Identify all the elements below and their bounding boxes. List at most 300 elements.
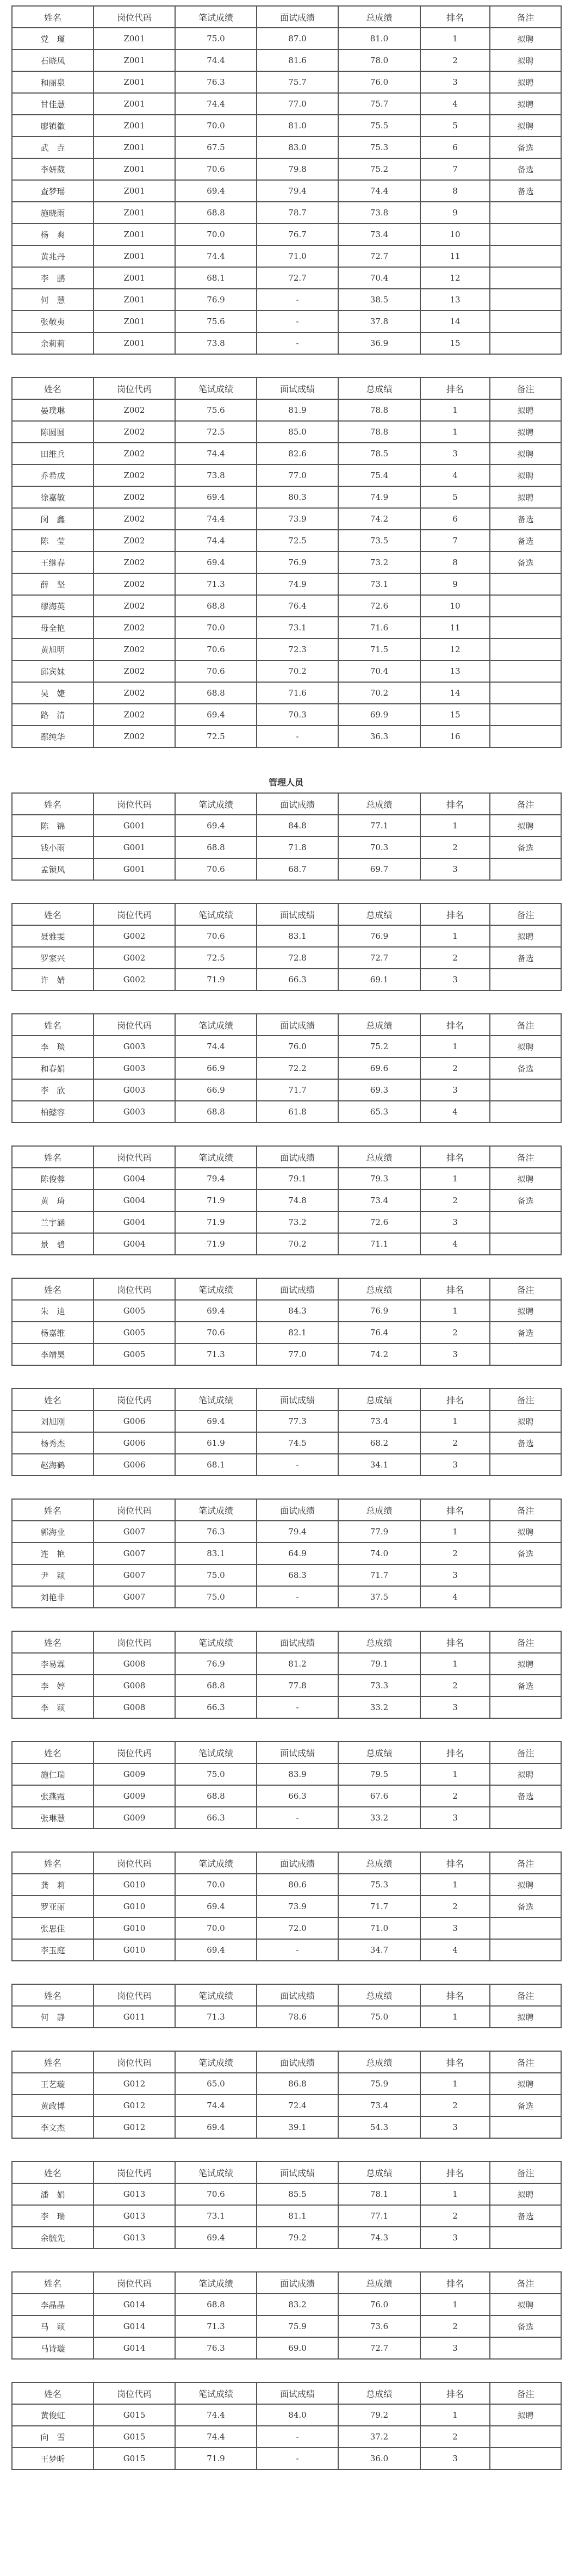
header-row xyxy=(12,903,561,925)
rank-cell: 1 xyxy=(420,399,490,421)
position-code-cell: G005 xyxy=(94,1343,175,1365)
rank-cell: 13 xyxy=(420,289,490,311)
position-code-cell: Z001 xyxy=(94,224,175,245)
total-score-cell: 70.3 xyxy=(338,837,420,858)
header-row xyxy=(12,1499,561,1521)
interview-score-cell: 77.8 xyxy=(257,1675,338,1696)
column-header-interview-score: 面试成绩 xyxy=(257,6,338,28)
interview-score-cell: 80.6 xyxy=(257,1874,338,1896)
rank-cell: 2 xyxy=(420,1785,490,1807)
header-row xyxy=(12,793,561,815)
rank-cell: 4 xyxy=(420,1586,490,1608)
written-score-cell: 68.8 xyxy=(175,595,257,617)
table-row xyxy=(12,1896,561,1917)
table-row xyxy=(12,137,561,158)
position-code-cell: Z002 xyxy=(94,617,175,639)
rank-cell: 2 xyxy=(420,1543,490,1564)
name-cell: 邱宾妹 xyxy=(12,660,94,682)
name-cell: 李妍葳 xyxy=(12,158,94,180)
interview-score-cell: 83.2 xyxy=(257,2294,338,2315)
written-score-cell: 76.3 xyxy=(175,71,257,93)
name-cell: 李晶晶 xyxy=(12,2294,94,2315)
rank-cell: 1 xyxy=(420,2183,490,2205)
remark-cell xyxy=(490,660,561,682)
written-score-cell: 69.4 xyxy=(175,486,257,508)
column-header-rank: 排名 xyxy=(420,1742,490,1763)
table-row xyxy=(12,552,561,573)
table-row xyxy=(12,1057,561,1079)
written-score-cell: 74.4 xyxy=(175,49,257,71)
table-row xyxy=(12,2337,561,2359)
interview-score-cell: 66.3 xyxy=(257,969,338,990)
name-cell: 廖镇徽 xyxy=(12,115,94,137)
interview-score-cell: 72.0 xyxy=(257,1917,338,1939)
interview-score-cell: 83.0 xyxy=(257,137,338,158)
interview-score-cell: 71.7 xyxy=(257,1079,338,1101)
position-code-cell: G007 xyxy=(94,1564,175,1586)
position-code-cell: G003 xyxy=(94,1036,175,1057)
name-cell: 查梦瑶 xyxy=(12,180,94,202)
remark-cell: 备选 xyxy=(490,1322,561,1343)
total-score-cell: 73.3 xyxy=(338,1675,420,1696)
rank-cell: 4 xyxy=(420,465,490,486)
interview-score-cell: 69.0 xyxy=(257,2337,338,2359)
written-score-cell: 76.3 xyxy=(175,1521,257,1543)
remark-cell xyxy=(490,573,561,595)
written-score-cell: 71.9 xyxy=(175,1233,257,1255)
table-row xyxy=(12,704,561,726)
name-cell: 王继春 xyxy=(12,552,94,573)
position-code-cell: Z001 xyxy=(94,49,175,71)
total-score-cell: 74.4 xyxy=(338,180,420,202)
total-score-cell: 76.4 xyxy=(338,1322,420,1343)
score-table-g001 xyxy=(11,792,562,881)
table-row xyxy=(12,311,561,332)
total-score-cell: 69.6 xyxy=(338,1057,420,1079)
header-row xyxy=(12,2382,561,2404)
rank-cell: 2 xyxy=(420,2315,490,2337)
interview-score-cell: 70.2 xyxy=(257,660,338,682)
total-score-cell: 74.9 xyxy=(338,486,420,508)
rank-cell: 14 xyxy=(420,682,490,704)
column-header-total-score: 总成绩 xyxy=(338,1984,420,2006)
table-row xyxy=(12,399,561,421)
position-code-cell: Z002 xyxy=(94,660,175,682)
written-score-cell: 71.9 xyxy=(175,1190,257,1211)
position-code-cell: G010 xyxy=(94,1896,175,1917)
column-header-rank: 排名 xyxy=(420,1852,490,1874)
score-table-z001 xyxy=(11,5,562,355)
rank-cell: 4 xyxy=(420,1101,490,1123)
remark-cell: 拟聘 xyxy=(490,421,561,443)
rank-cell: 5 xyxy=(420,486,490,508)
column-header-name: 姓名 xyxy=(12,1499,94,1521)
total-score-cell: 71.5 xyxy=(338,639,420,660)
rank-cell: 3 xyxy=(420,2227,490,2249)
name-cell: 张敬夷 xyxy=(12,311,94,332)
rank-cell: 8 xyxy=(420,180,490,202)
table-row xyxy=(12,49,561,71)
total-score-cell: 81.0 xyxy=(338,28,420,49)
column-header-name: 姓名 xyxy=(12,6,94,28)
remark-cell xyxy=(490,245,561,267)
column-header-rank: 排名 xyxy=(420,2051,490,2073)
rank-cell: 1 xyxy=(420,2404,490,2426)
interview-score-cell: 75.9 xyxy=(257,2315,338,2337)
remark-cell xyxy=(490,704,561,726)
interview-score-cell: 61.8 xyxy=(257,1101,338,1123)
rank-cell: 5 xyxy=(420,115,490,137)
table-row xyxy=(12,1696,561,1718)
name-cell: 黄俊虹 xyxy=(12,2404,94,2426)
table-row xyxy=(12,332,561,354)
table-row xyxy=(12,1675,561,1696)
remark-cell xyxy=(490,202,561,224)
table-spacer xyxy=(11,2139,561,2161)
remark-cell: 备选 xyxy=(490,180,561,202)
remark-cell xyxy=(490,1564,561,1586)
remark-cell: 备选 xyxy=(490,1785,561,1807)
header-row xyxy=(12,1146,561,1168)
table-row xyxy=(12,1763,561,1785)
column-header-remark: 备注 xyxy=(490,1146,561,1168)
total-score-cell: 37.2 xyxy=(338,2426,420,2448)
name-cell: 潘 娟 xyxy=(12,2183,94,2205)
rank-cell: 15 xyxy=(420,332,490,354)
interview-score-cell: - xyxy=(257,1807,338,1829)
position-code-cell: Z002 xyxy=(94,704,175,726)
column-header-rank: 排名 xyxy=(420,1014,490,1036)
total-score-cell: 38.5 xyxy=(338,289,420,311)
name-cell: 钱小雨 xyxy=(12,837,94,858)
column-header-rank: 排名 xyxy=(420,377,490,399)
remark-cell xyxy=(490,1917,561,1939)
position-code-cell: G004 xyxy=(94,1190,175,1211)
position-code-cell: G004 xyxy=(94,1233,175,1255)
position-code-cell: Z001 xyxy=(94,245,175,267)
name-cell: 刘旭刚 xyxy=(12,1410,94,1432)
rank-cell: 3 xyxy=(420,71,490,93)
remark-cell xyxy=(490,639,561,660)
name-cell: 刘艳非 xyxy=(12,1586,94,1608)
written-score-cell: 75.0 xyxy=(175,1586,257,1608)
rank-cell: 2 xyxy=(420,1057,490,1079)
column-header-position-code: 岗位代码 xyxy=(94,1984,175,2006)
column-header-name: 姓名 xyxy=(12,1146,94,1168)
written-score-cell: 69.4 xyxy=(175,815,257,837)
total-score-cell: 78.8 xyxy=(338,399,420,421)
column-header-written-score: 笔试成绩 xyxy=(175,1014,257,1036)
name-cell: 郭海业 xyxy=(12,1521,94,1543)
interview-score-cell: 73.9 xyxy=(257,508,338,530)
column-header-position-code: 岗位代码 xyxy=(94,2272,175,2294)
total-score-cell: 79.3 xyxy=(338,1168,420,1190)
column-header-total-score: 总成绩 xyxy=(338,1852,420,1874)
interview-score-cell: 81.9 xyxy=(257,399,338,421)
remark-cell: 备选 xyxy=(490,158,561,180)
interview-score-cell: 79.4 xyxy=(257,180,338,202)
name-cell: 武 垚 xyxy=(12,137,94,158)
rank-cell: 2 xyxy=(420,2205,490,2227)
table-row xyxy=(12,595,561,617)
column-header-remark: 备注 xyxy=(490,2051,561,2073)
column-header-remark: 备注 xyxy=(490,2382,561,2404)
interview-score-cell: 77.0 xyxy=(257,93,338,115)
interview-score-cell: 79.8 xyxy=(257,158,338,180)
interview-score-cell: 77.0 xyxy=(257,465,338,486)
name-cell: 缪海英 xyxy=(12,595,94,617)
position-code-cell: G015 xyxy=(94,2426,175,2448)
name-cell: 张琳慧 xyxy=(12,1807,94,1829)
column-header-position-code: 岗位代码 xyxy=(94,1014,175,1036)
total-score-cell: 70.4 xyxy=(338,660,420,682)
name-cell: 柏懿容 xyxy=(12,1101,94,1123)
table-spacer xyxy=(11,1829,561,1852)
table-row xyxy=(12,486,561,508)
name-cell: 施仁瑞 xyxy=(12,1763,94,1785)
rank-cell: 6 xyxy=(420,508,490,530)
written-score-cell: 74.4 xyxy=(175,2404,257,2426)
table-row xyxy=(12,2205,561,2227)
remark-cell: 拟聘 xyxy=(490,28,561,49)
rank-cell: 8 xyxy=(420,552,490,573)
table-row xyxy=(12,1343,561,1365)
position-code-cell: G006 xyxy=(94,1432,175,1454)
rank-cell: 7 xyxy=(420,530,490,552)
column-header-position-code: 岗位代码 xyxy=(94,2051,175,2073)
column-header-total-score: 总成绩 xyxy=(338,377,420,399)
column-header-remark: 备注 xyxy=(490,1014,561,1036)
total-score-cell: 71.6 xyxy=(338,617,420,639)
table-row xyxy=(12,530,561,552)
rank-cell: 2 xyxy=(420,2095,490,2116)
column-header-position-code: 岗位代码 xyxy=(94,1631,175,1653)
remark-cell: 拟聘 xyxy=(490,1521,561,1543)
name-cell: 马诗璇 xyxy=(12,2337,94,2359)
written-score-cell: 75.0 xyxy=(175,1564,257,1586)
written-score-cell: 68.8 xyxy=(175,1101,257,1123)
column-header-rank: 排名 xyxy=(420,1389,490,1410)
position-code-cell: G005 xyxy=(94,1300,175,1322)
total-score-cell: 75.5 xyxy=(338,115,420,137)
rank-cell: 1 xyxy=(420,1410,490,1432)
table-row xyxy=(12,2294,561,2315)
name-cell: 鄢纯华 xyxy=(12,726,94,747)
written-score-cell: 68.8 xyxy=(175,1675,257,1696)
position-code-cell: Z001 xyxy=(94,71,175,93)
total-score-cell: 75.7 xyxy=(338,93,420,115)
rank-cell: 1 xyxy=(420,1036,490,1057)
header-row xyxy=(12,1014,561,1036)
table-spacer xyxy=(11,2249,561,2271)
total-score-cell: 72.7 xyxy=(338,947,420,969)
remark-cell: 拟聘 xyxy=(490,1300,561,1322)
column-header-position-code: 岗位代码 xyxy=(94,1852,175,1874)
name-cell: 黄旭明 xyxy=(12,639,94,660)
column-header-written-score: 笔试成绩 xyxy=(175,2272,257,2294)
score-table-g005 xyxy=(11,1278,562,1366)
rank-cell: 3 xyxy=(420,858,490,880)
position-code-cell: G012 xyxy=(94,2073,175,2095)
position-code-cell: G001 xyxy=(94,815,175,837)
interview-score-cell: 85.5 xyxy=(257,2183,338,2205)
interview-score-cell: 64.9 xyxy=(257,1543,338,1564)
remark-cell: 拟聘 xyxy=(490,925,561,947)
table-row xyxy=(12,443,561,465)
remark-cell: 备选 xyxy=(490,1543,561,1564)
written-score-cell: 70.6 xyxy=(175,1322,257,1343)
written-score-cell: 68.8 xyxy=(175,202,257,224)
column-header-name: 姓名 xyxy=(12,2051,94,2073)
column-header-total-score: 总成绩 xyxy=(338,793,420,815)
remark-cell: 拟聘 xyxy=(490,49,561,71)
written-score-cell: 70.0 xyxy=(175,224,257,245)
column-header-rank: 排名 xyxy=(420,1984,490,2006)
total-score-cell: 71.1 xyxy=(338,1233,420,1255)
written-score-cell: 70.6 xyxy=(175,2183,257,2205)
interview-score-cell: 84.0 xyxy=(257,2404,338,2426)
remark-cell xyxy=(490,726,561,747)
interview-score-cell: 78.6 xyxy=(257,2006,338,2028)
total-score-cell: 65.3 xyxy=(338,1101,420,1123)
interview-score-cell: 77.3 xyxy=(257,1410,338,1432)
written-score-cell: 83.1 xyxy=(175,1543,257,1564)
column-header-written-score: 笔试成绩 xyxy=(175,1631,257,1653)
rank-cell: 3 xyxy=(420,1807,490,1829)
remark-cell: 拟聘 xyxy=(490,465,561,486)
position-code-cell: G009 xyxy=(94,1763,175,1785)
interview-score-cell: - xyxy=(257,2426,338,2448)
position-code-cell: Z002 xyxy=(94,486,175,508)
name-cell: 陈 莹 xyxy=(12,530,94,552)
remark-cell: 拟聘 xyxy=(490,1653,561,1675)
interview-score-cell: 81.1 xyxy=(257,2205,338,2227)
name-cell: 马 颖 xyxy=(12,2315,94,2337)
name-cell: 闵 鑫 xyxy=(12,508,94,530)
column-header-written-score: 笔试成绩 xyxy=(175,377,257,399)
rank-cell: 1 xyxy=(420,28,490,49)
table-row xyxy=(12,1874,561,1896)
position-code-cell: G004 xyxy=(94,1211,175,1233)
interview-score-cell: 71.8 xyxy=(257,837,338,858)
total-score-cell: 54.3 xyxy=(338,2116,420,2138)
name-cell: 景 碧 xyxy=(12,1233,94,1255)
table-row xyxy=(12,1917,561,1939)
written-score-cell: 66.9 xyxy=(175,1057,257,1079)
total-score-cell: 78.1 xyxy=(338,2183,420,2205)
interview-score-cell: 74.8 xyxy=(257,1190,338,1211)
interview-score-cell: 86.8 xyxy=(257,2073,338,2095)
column-header-total-score: 总成绩 xyxy=(338,1389,420,1410)
column-header-remark: 备注 xyxy=(490,2272,561,2294)
position-code-cell: G007 xyxy=(94,1543,175,1564)
table-spacer xyxy=(11,355,561,377)
interview-score-cell: 82.6 xyxy=(257,443,338,465)
column-header-name: 姓名 xyxy=(12,2272,94,2294)
table-row xyxy=(12,639,561,660)
total-score-cell: 73.1 xyxy=(338,573,420,595)
written-score-cell: 71.3 xyxy=(175,2006,257,2028)
column-header-position-code: 岗位代码 xyxy=(94,2162,175,2183)
table-row xyxy=(12,1785,561,1807)
column-header-interview-score: 面试成绩 xyxy=(257,793,338,815)
column-header-rank: 排名 xyxy=(420,793,490,815)
written-score-cell: 74.4 xyxy=(175,530,257,552)
column-header-total-score: 总成绩 xyxy=(338,2162,420,2183)
column-header-position-code: 岗位代码 xyxy=(94,1146,175,1168)
position-code-cell: Z002 xyxy=(94,465,175,486)
name-cell: 施晓雨 xyxy=(12,202,94,224)
header-row xyxy=(12,1389,561,1410)
name-cell: 乔希成 xyxy=(12,465,94,486)
score-table-g009 xyxy=(11,1741,562,1829)
written-score-cell: 74.4 xyxy=(175,2426,257,2448)
column-header-position-code: 岗位代码 xyxy=(94,1742,175,1763)
position-code-cell: Z002 xyxy=(94,530,175,552)
total-score-cell: 78.8 xyxy=(338,421,420,443)
total-score-cell: 74.2 xyxy=(338,508,420,530)
column-header-position-code: 岗位代码 xyxy=(94,377,175,399)
position-code-cell: G003 xyxy=(94,1079,175,1101)
column-header-name: 姓名 xyxy=(12,1389,94,1410)
written-score-cell: 75.0 xyxy=(175,1763,257,1785)
name-cell: 陈俊蓉 xyxy=(12,1168,94,1190)
total-score-cell: 77.1 xyxy=(338,2205,420,2227)
remark-cell: 拟聘 xyxy=(490,71,561,93)
column-header-name: 姓名 xyxy=(12,793,94,815)
table-row xyxy=(12,2116,561,2138)
total-score-cell: 73.4 xyxy=(338,224,420,245)
remark-cell xyxy=(490,332,561,354)
column-header-total-score: 总成绩 xyxy=(338,6,420,28)
interview-score-cell: 74.9 xyxy=(257,573,338,595)
rank-cell: 3 xyxy=(420,443,490,465)
position-code-cell: G015 xyxy=(94,2404,175,2426)
table-row xyxy=(12,224,561,245)
position-code-cell: G003 xyxy=(94,1101,175,1123)
rank-cell: 11 xyxy=(420,617,490,639)
rank-cell: 3 xyxy=(420,2116,490,2138)
total-score-cell: 69.3 xyxy=(338,1079,420,1101)
table-row xyxy=(12,1410,561,1432)
remark-cell: 备选 xyxy=(490,530,561,552)
total-score-cell: 77.1 xyxy=(338,815,420,837)
name-cell: 余莉莉 xyxy=(12,332,94,354)
remark-cell: 备选 xyxy=(490,2315,561,2337)
rank-cell: 11 xyxy=(420,245,490,267)
total-score-cell: 71.0 xyxy=(338,1917,420,1939)
remark-cell: 备选 xyxy=(490,508,561,530)
interview-score-cell: - xyxy=(257,332,338,354)
column-header-name: 姓名 xyxy=(12,903,94,925)
rank-cell: 1 xyxy=(420,1168,490,1190)
interview-score-cell: 72.7 xyxy=(257,267,338,289)
name-cell: 黄政博 xyxy=(12,2095,94,2116)
name-cell: 张思佳 xyxy=(12,1917,94,1939)
table-row xyxy=(12,508,561,530)
column-header-remark: 备注 xyxy=(490,793,561,815)
column-header-total-score: 总成绩 xyxy=(338,1742,420,1763)
column-header-name: 姓名 xyxy=(12,1742,94,1763)
remark-cell: 备选 xyxy=(490,1190,561,1211)
total-score-cell: 72.7 xyxy=(338,2337,420,2359)
position-code-cell: G014 xyxy=(94,2294,175,2315)
total-score-cell: 75.3 xyxy=(338,1874,420,1896)
table-row xyxy=(12,925,561,947)
written-score-cell: 74.4 xyxy=(175,508,257,530)
written-score-cell: 75.0 xyxy=(175,28,257,49)
column-header-rank: 排名 xyxy=(420,1278,490,1300)
